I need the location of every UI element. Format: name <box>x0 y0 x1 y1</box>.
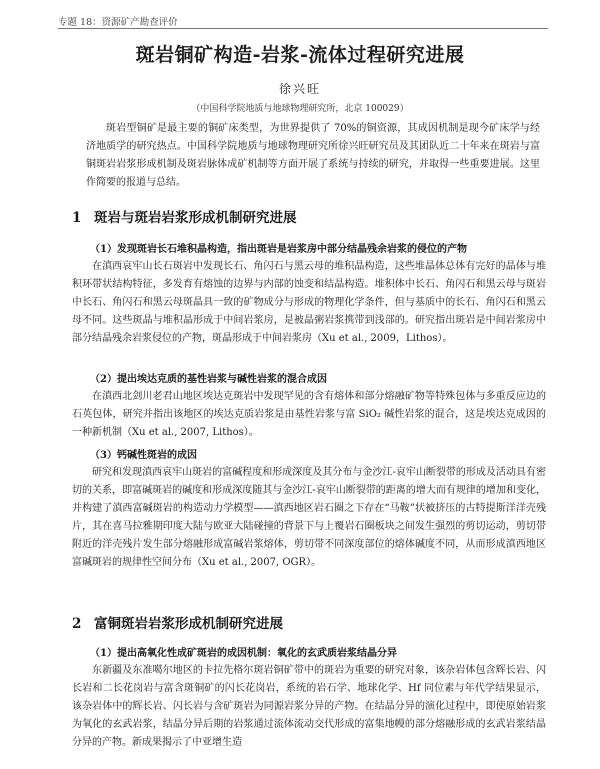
subsection-2-1-text: 东新疆及东准噶尔地区的卡拉先格尔斑岩铜矿带中的斑岩为重要的研究对象，该杂岩体包含辉长岩、闪长岩和二长花岗岩与富含斑铜矿的闪长花岗岩，系统的岩石学、地球化学、Hf 同位素与年代学结果显示，该杂岩体中的辉长岩、闪长岩与含矿斑岩为同源岩浆分异的产物。在结晶分异的演化过程中，即使原始岩浆为氧化的玄武岩浆，结晶分异后期的岩浆通过流体流动交代形成的富集地幔的部分熔融形成的玄武岩浆结晶分异的产物。新成果揭示了中亚增生造 <box>72 665 546 748</box>
section-1-title: 斑岩与斑岩岩浆形成机制研究进展 <box>94 210 297 226</box>
running-header: 专题 18：资源矿产勘查评价 <box>58 17 178 28</box>
author-affiliation: （中国科学院地质与地球物理研究所，北京 100029） <box>191 104 409 114</box>
author-name: 徐兴旺 <box>278 82 321 96</box>
abstract-paragraph: 斑岩型铜矿是最主要的铜矿床类型，为世界提供了 70%的铜资源，其成因机制是现今矿床学与经济地质学的研究热点。中国科学院地质与地球物理研究所徐兴旺研究员及其团队近二十年来在斑岩与富铜斑岩岩浆形成机制及斑岩脉体成矿机制等方面开展了系统与持续的研究，并取得一些重要进展。这里作简要的报道与总结。 <box>86 123 540 188</box>
subsection-2-1-heading: （1）提出高氧化性成矿斑岩的成因机制：氧化的玄武质岩浆结晶分异 <box>90 648 397 659</box>
section-2-heading <box>72 612 283 632</box>
subsection-1-3-heading: （3）钙碱性斑岩的成因 <box>90 450 197 461</box>
section-2-number: 2 <box>72 616 82 632</box>
subsection-1-1-heading: （1）发现斑岩长石堆积晶构造，指出斑岩是岩浆房中部分结晶残余岩浆的侵位的产物 <box>90 244 467 255</box>
section-1-number: 1 <box>72 210 82 226</box>
section-2-title: 富铜斑岩岩浆形成机制研究进展 <box>94 616 283 632</box>
subsection-1-2-heading: （2）提出埃达克质的基性岩浆与碱性岩浆的混合成因 <box>90 374 327 385</box>
subsection-1-2-text: 在滇西北剑川老君山地区埃达克斑岩中发现罕见的含有熔体和部分熔融矿物等特殊包体与多重反应边的石英包体，研究并指出该地区的埃达克质岩浆是由基性岩浆与富 SiO₂ 碱性岩浆的混合，这是埃达克成因的一种新机制（Xu et al., 2007, Lithos）。 <box>72 391 546 438</box>
subsection-1-3-text: 研究和发现滇西哀牢山斑岩的富碱程度和形成深度及其分布与金沙江-哀牢山断裂带的形成及活动具有密切的关系，即富碱斑岩的碱度和形成深度随其与金沙江-哀牢山断裂带的距离的增大而有规律的增加和变化，并构建了滇西富碱斑岩的构造动力学模型——滇西地区岩石圈之下存在“马鞍”状被挤压的古特提斯洋洋壳残片，其在喜马拉雅期印度大陆与欧亚大陆碰撞的背景下与上覆岩石圈板块之间发生强烈的剪切运动，剪切带附近的洋壳残片发生部分熔融形成富碱岩浆熔体，剪切带不同深度部位的熔体碱度不同，从而形成滇西地区富碱斑岩的规律性空间分布（Xu et al., 2007, OGR）。 <box>72 467 546 568</box>
section-1-heading <box>72 206 297 226</box>
subsection-1-1-text: 在滇西哀牢山长石斑岩中发现长石、角闪石与黑云母的堆积晶构造，这些堆晶体总体有完好的晶体与堆积环带状结构特征，多发育有熔蚀的边界与内部的蚀变和结晶构造。堆积体中长石、角闪石和黑云母与斑岩中长石、角闪石和黑云母斑晶具一致的矿物成分与形成的物理化学条件，但与基质中的长石、角闪石和黑云母不同。这些斑晶与堆积晶形成于中间岩浆房，是被晶粥岩浆携带到浅部的。研究指出斑岩是中间岩浆房中部分结晶残余岩浆侵位的产物，斑晶形成于中间岩浆房（Xu et al., 2009，Lithos）。 <box>72 261 546 344</box>
header-divider <box>58 28 548 29</box>
paper-title: 斑岩铜矿构造-岩浆-流体过程研究进展 <box>135 44 465 66</box>
